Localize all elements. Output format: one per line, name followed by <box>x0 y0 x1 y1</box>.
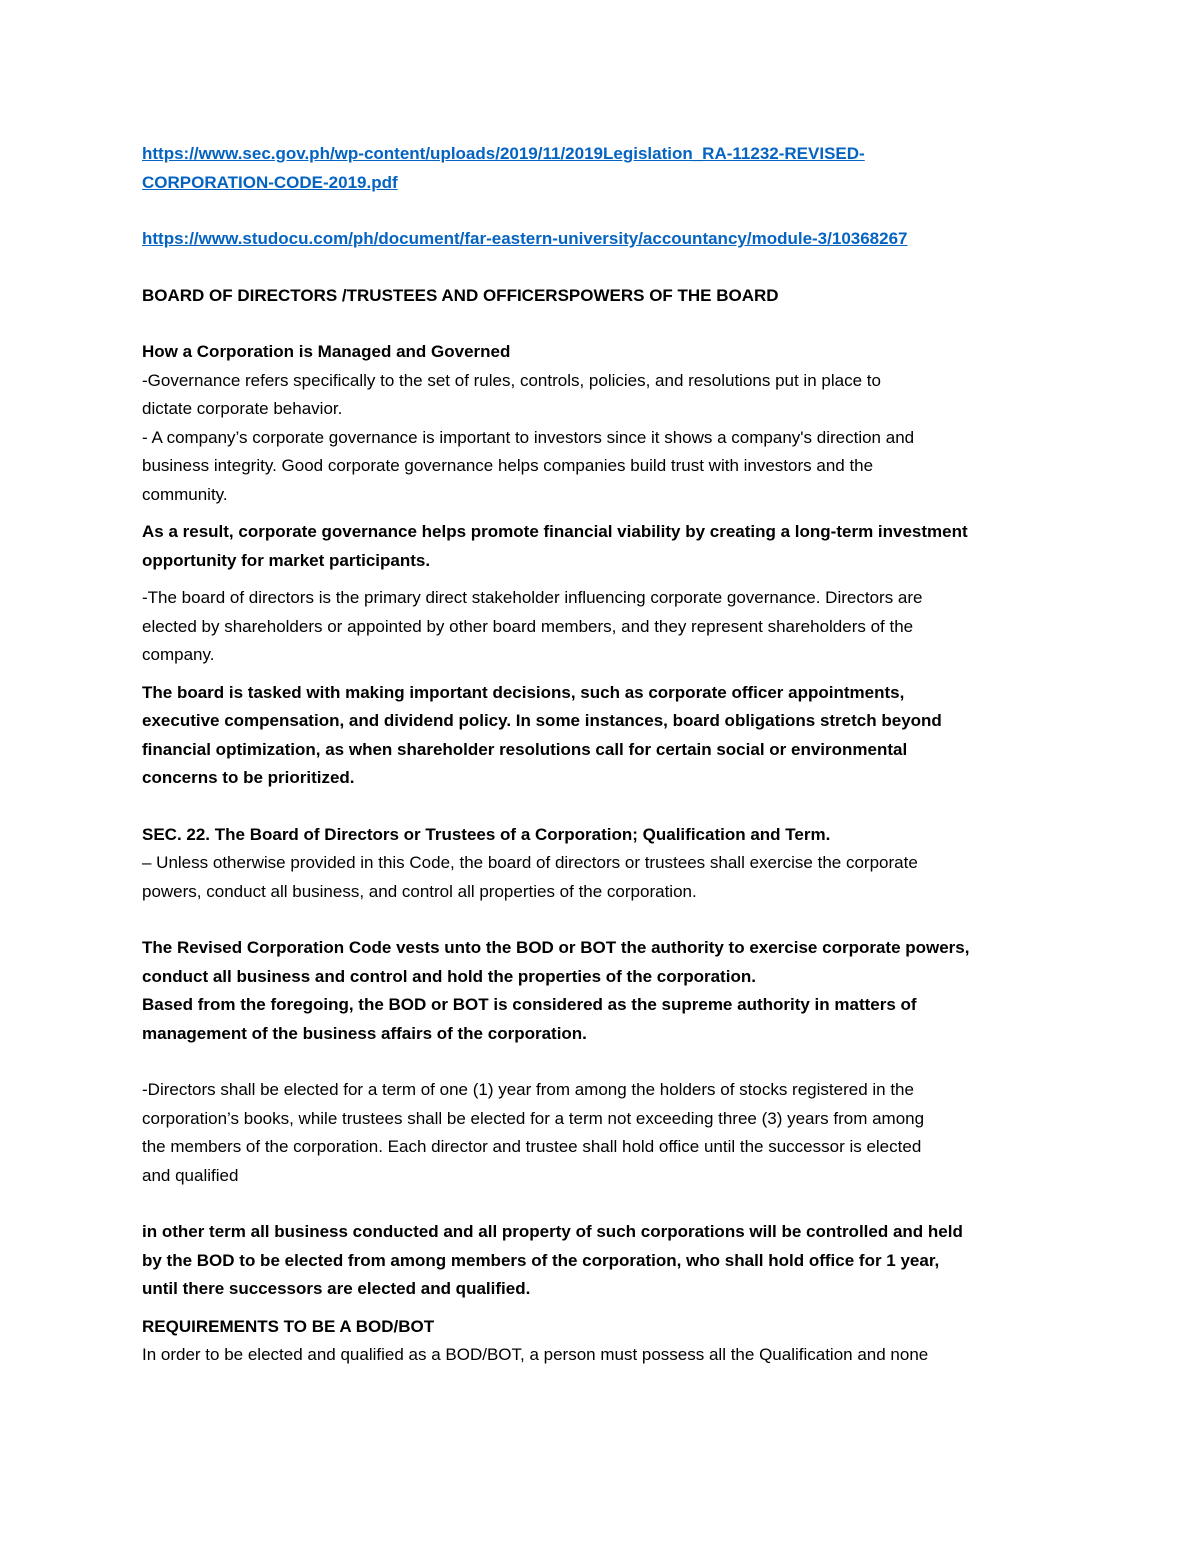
text-line: conduct all business and control and hold the properties of the corporation. <box>142 966 756 986</box>
text-line: company. <box>142 645 215 664</box>
text-line: and qualified <box>142 1165 239 1185</box>
heading-board-of-directors: BOARD OF DIRECTORS /TRUSTEES AND OFFICERSPOWERS OF THE BOARD <box>142 285 779 305</box>
text-line: In order to be elected and qualified as a BOD/BOT, a person must possess all the Qualification and none <box>142 1345 929 1364</box>
link-studocu[interactable] <box>142 225 1062 254</box>
text-line: The Revised Corporation Code vests unto the BOD or BOT the authority to exercise corporate powers, <box>142 938 970 957</box>
section-sec-22 <box>142 821 1062 907</box>
section-managed-governed <box>142 338 1062 509</box>
paragraph-as-a-result <box>142 518 1062 575</box>
text-line: corporation’s books, while trustees shall be elected for a term not exceeding three (3) years from among <box>142 1108 925 1128</box>
text-line: management of the business affairs of the corporation. <box>142 1023 587 1043</box>
paragraph-other-term <box>142 1218 1062 1304</box>
text-line: until there successors are elected and qualified. <box>142 1279 531 1298</box>
paragraph-board-primary <box>142 584 1062 670</box>
link-sec-gov[interactable] <box>142 140 1062 197</box>
paragraph-revised-code <box>142 934 1062 1048</box>
section-title: How a Corporation is Managed and Governed <box>142 342 511 361</box>
text-line: community. <box>142 484 228 504</box>
section-requirements <box>142 1313 1062 1370</box>
text-line: The board is tasked with making important decisions, such as corporate officer appointments, <box>142 682 905 702</box>
text-line: concerns to be prioritized. <box>142 768 355 787</box>
text-line: Based from the foregoing, the BOD or BOT is considered as the supreme authority in matters of <box>142 995 917 1014</box>
link-line: https://www.studocu.com/ph/document/far-eastern-university/accountancy/module-3/10368267 <box>142 229 908 248</box>
text-line: the members of the corporation. Each director and trustee shall hold office until the successor is elected <box>142 1137 922 1156</box>
text-line: -Directors shall be elected for a term of one (1) year from among the holders of stocks registered in the <box>142 1080 914 1099</box>
text-line: -The board of directors is the primary direct stakeholder influencing corporate governance. Directors are <box>142 588 923 607</box>
text-line: financial optimization, as when shareholder resolutions call for certain social or environmental <box>142 739 908 759</box>
text-line: in other term all business conducted and all property of such corporations will be controlled and held <box>142 1222 963 1241</box>
text-line: opportunity for market participants. <box>142 550 431 570</box>
text-line: by the BOD to be elected from among members of the corporation, who shall hold office for 1 year, <box>142 1250 940 1270</box>
text-line: powers, conduct all business, and control all properties of the corporation. <box>142 881 697 901</box>
section-title: SEC. 22. The Board of Directors or Trustees of a Corporation; Qualification and Term. <box>142 824 831 844</box>
text-line: As a result, corporate governance helps promote financial viability by creating a long-term investment <box>142 522 968 541</box>
paragraph-directors-term <box>142 1076 1062 1190</box>
text-line: – Unless otherwise provided in this Code, the board of directors or trustees shall exercise the corporate <box>142 853 918 872</box>
document-body <box>142 140 1062 1370</box>
link-line: CORPORATION-CODE-2019.pdf <box>142 172 398 192</box>
text-line: elected by shareholders or appointed by other board members, and they represent shareholders of the <box>142 616 914 636</box>
text-line: -Governance refers specifically to the set of rules, controls, policies, and resolutions put in place to <box>142 370 881 390</box>
paragraph-board-tasked <box>142 679 1062 793</box>
section-title: REQUIREMENTS TO BE A BOD/BOT <box>142 1316 435 1336</box>
text-line: dictate corporate behavior. <box>142 399 343 418</box>
link-line: https://www.sec.gov.ph/wp-content/uploads/2019/11/2019Legislation_RA-11232-REVISED- <box>142 144 865 163</box>
text-line: business integrity. Good corporate governance helps companies build trust with investors and the <box>142 456 874 475</box>
text-line: executive compensation, and dividend policy. In some instances, board obligations stretch beyond <box>142 711 942 730</box>
text-line: - A company’s corporate governance is important to investors since it shows a company's direction and <box>142 427 915 447</box>
